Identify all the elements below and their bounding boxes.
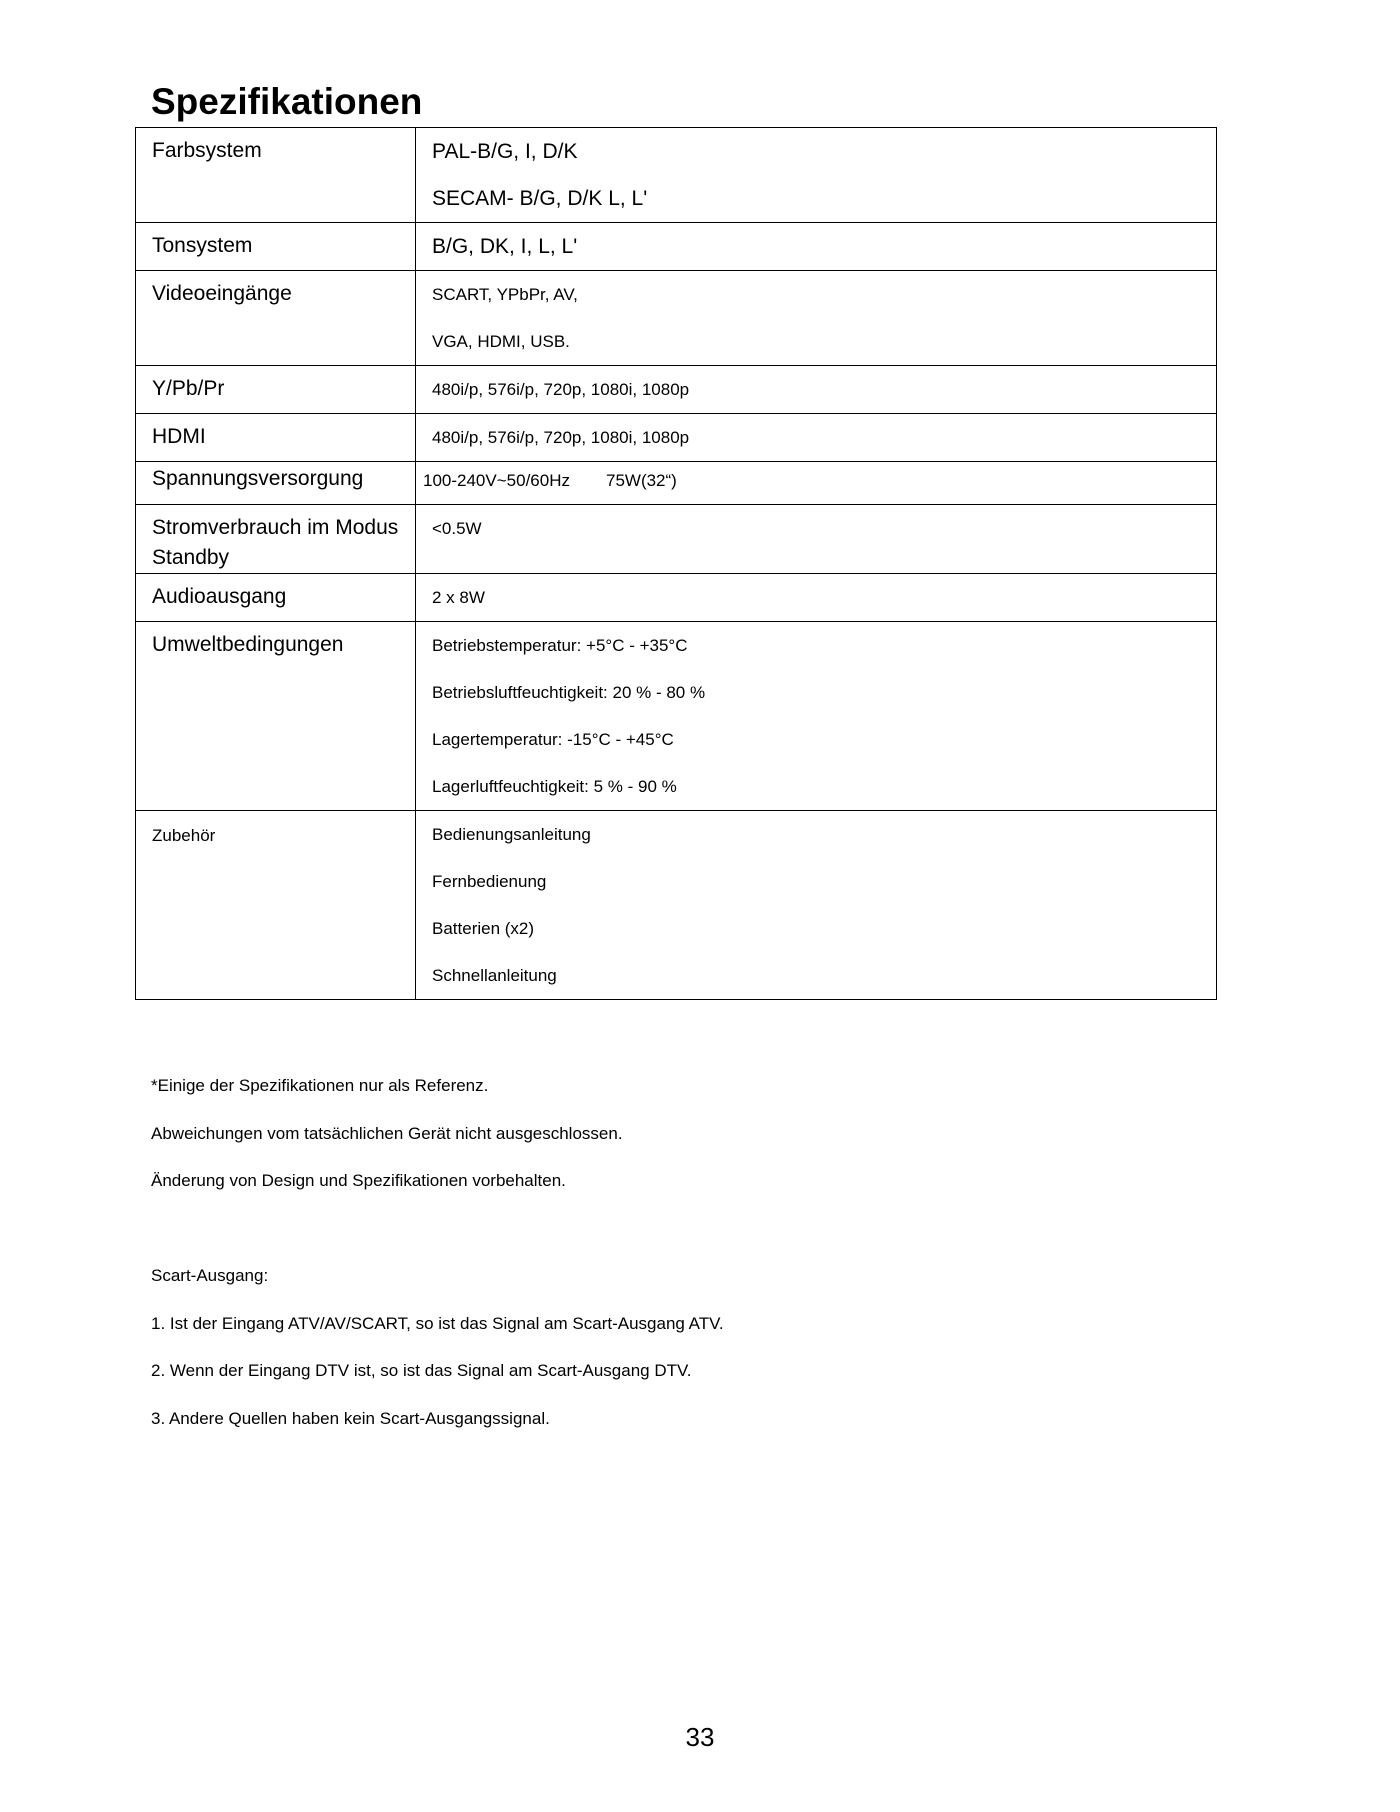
row-values xyxy=(416,414,1217,462)
row-values xyxy=(416,462,1217,505)
row-value: <0.5W xyxy=(432,519,482,538)
table-row xyxy=(136,366,1217,414)
table-row xyxy=(136,271,1217,366)
table-row xyxy=(136,574,1217,622)
row-value: Batterien (x2) xyxy=(432,919,535,938)
scart-item: 1. Ist der Eingang ATV/AV/SCART, so ist das Signal am Scart-Ausgang ATV. xyxy=(151,1313,724,1333)
row-values xyxy=(416,271,1217,366)
row-label: Spannungsversorgung xyxy=(136,462,416,505)
row-value: Betriebstemperatur: +5°C - +35°C xyxy=(432,636,688,655)
table-row xyxy=(136,128,1217,223)
table-row xyxy=(136,414,1217,462)
row-value: 75W(32“) xyxy=(605,471,677,490)
row-value: B/G, DK, I, L, L' xyxy=(432,235,578,258)
row-value: VGA, HDMI, USB. xyxy=(432,332,570,351)
row-label: Farbsystem xyxy=(136,128,416,223)
table-row xyxy=(136,223,1217,271)
table-row xyxy=(136,505,1217,574)
row-value-group xyxy=(423,462,1200,504)
row-values xyxy=(416,128,1217,223)
page-title: Spezifikationen xyxy=(151,81,423,122)
scart-heading: Scart-Ausgang: xyxy=(151,1266,269,1285)
row-value: 480i/p, 576i/p, 720p, 1080i, 1080p xyxy=(432,428,690,447)
row-value: 480i/p, 576i/p, 720p, 1080i, 1080p xyxy=(432,380,690,399)
notes xyxy=(151,1062,623,1205)
note-line: Abweichungen vom tatsächlichen Gerät nicht ausgeschlossen. xyxy=(151,1123,623,1143)
row-values xyxy=(416,811,1217,1000)
page-number: 33 xyxy=(685,1722,715,1752)
row-label: Y/Pb/Pr xyxy=(136,366,416,414)
row-value: Betriebsluftfeuchtigkeit: 20 % - 80 % xyxy=(432,683,706,702)
table-row xyxy=(136,462,1217,505)
row-values xyxy=(416,574,1217,622)
row-values xyxy=(416,223,1217,271)
row-value: 2 x 8W xyxy=(432,588,485,607)
table-row xyxy=(136,622,1217,811)
row-label: Videoeingänge xyxy=(136,271,416,366)
row-values xyxy=(416,622,1217,811)
row-value: SCART, YPbPr, AV, xyxy=(432,285,578,304)
row-value: Fernbedienung xyxy=(432,872,547,891)
table-row xyxy=(136,811,1217,1000)
row-label: Zubehör xyxy=(136,811,416,1000)
row-label: Umweltbedingungen xyxy=(136,622,416,811)
row-values xyxy=(416,366,1217,414)
note-line: Änderung von Design und Spezifikationen vorbehalten. xyxy=(151,1171,566,1190)
row-value: PAL-B/G, I, D/K xyxy=(432,140,578,163)
row-value: Bedienungsanleitung xyxy=(432,825,591,844)
row-value: 100-240V~50/60Hz xyxy=(423,471,570,490)
row-value: Lagertemperatur: -15°C - +45°C xyxy=(432,730,674,749)
row-label: Stromverbrauch im Modus Standby xyxy=(136,505,416,574)
row-values xyxy=(416,505,1217,574)
note-line: *Einige der Spezifikationen nur als Referenz. xyxy=(151,1076,489,1095)
row-label: Tonsystem xyxy=(136,223,416,271)
row-value: Schnellanleitung xyxy=(432,966,557,985)
spec-table xyxy=(135,127,1217,1000)
scart-item: 3. Andere Quellen haben kein Scart-Ausgangssignal. xyxy=(151,1408,550,1428)
row-label: HDMI xyxy=(136,414,416,462)
scart-item: 2. Wenn der Eingang DTV ist, so ist das Signal am Scart-Ausgang DTV. xyxy=(151,1361,692,1380)
row-value: Lagerluftfeuchtigkeit: 5 % - 90 % xyxy=(432,777,677,796)
scart-section xyxy=(151,1252,724,1442)
row-value: SECAM- B/G, D/K L, L' xyxy=(432,187,648,210)
row-label: Audioausgang xyxy=(136,574,416,622)
